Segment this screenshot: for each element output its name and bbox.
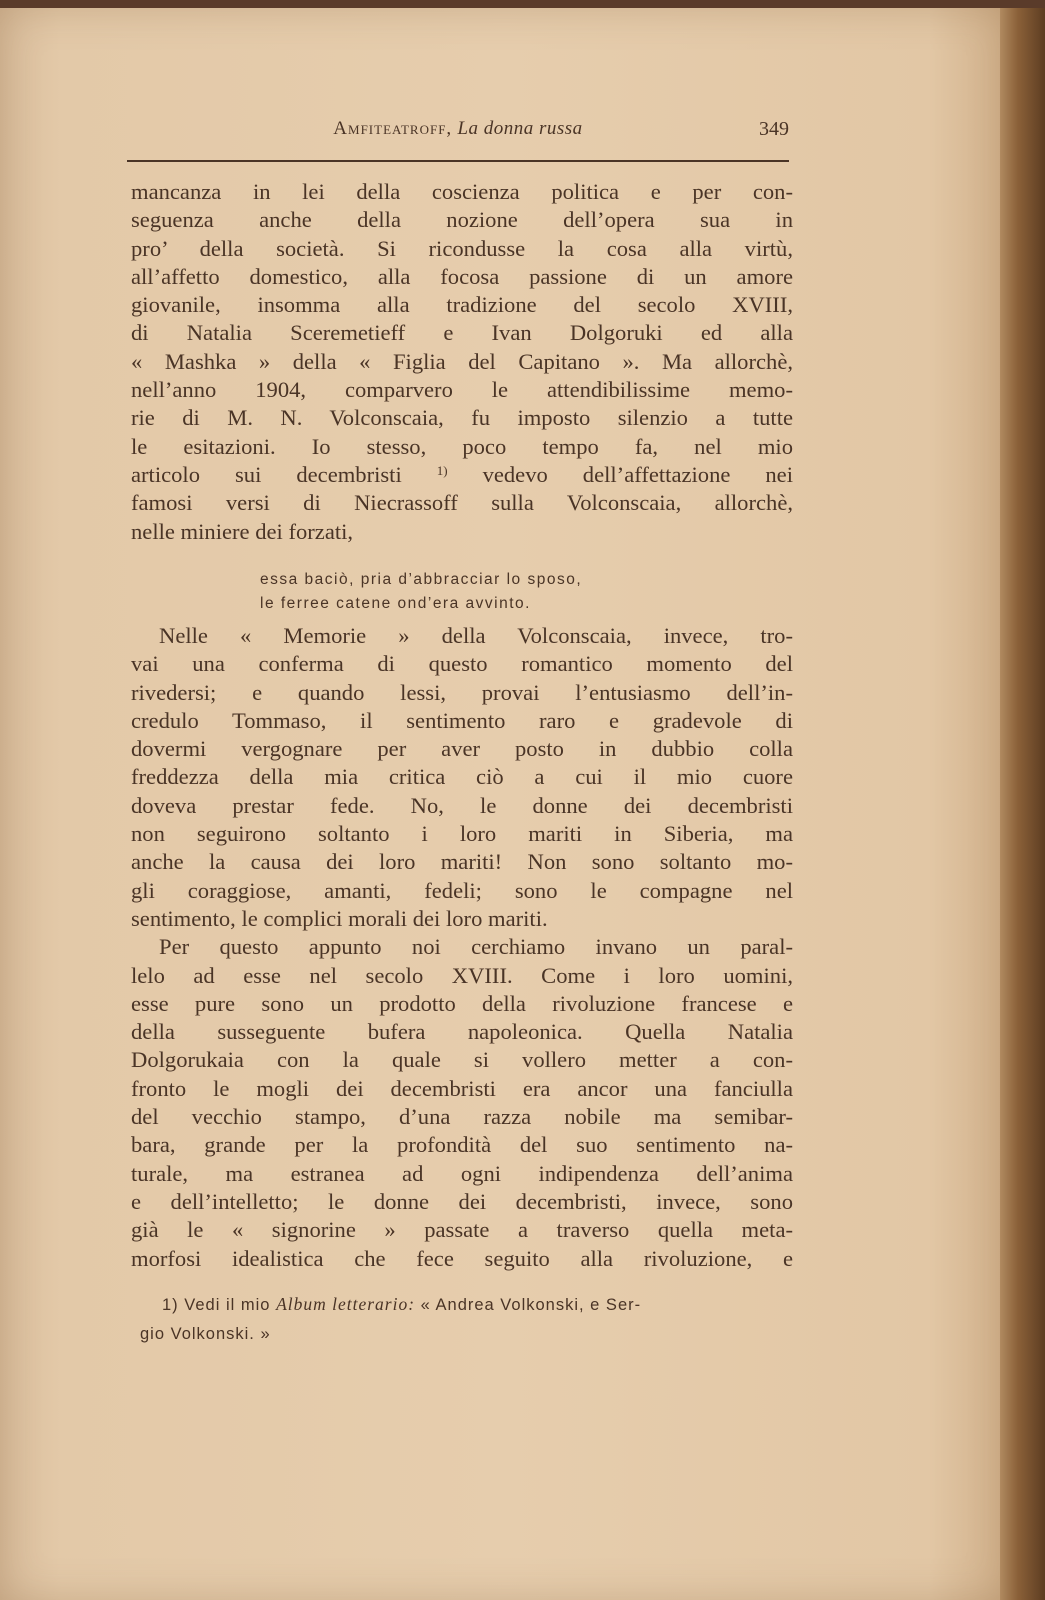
page-stack-edge: [1000, 8, 1045, 1600]
text-line: mancanza in lei della coscienza politica e per con-: [131, 179, 793, 204]
footnote-line: [140, 1290, 798, 1320]
text-line: turale, ma estranea ad ogni indipendenza dell’anima: [131, 1160, 793, 1186]
text-line: « Mashka » della « Figlia del Capitano ». Ma allorchè,: [131, 348, 793, 374]
text-line: doveva prestar fede. No, le donne dei decembristi: [131, 792, 793, 818]
text-line: all’affetto domestico, alla focosa passione di un amore: [131, 263, 793, 289]
text-line: dovermi vergognare per aver posto in dubbio colla: [131, 736, 793, 762]
text-line: rivedersi; e quando lessi, provai l’entusiasmo dell’in-: [131, 679, 793, 705]
running-head-author: Amfiteatroff,: [333, 118, 453, 139]
text-line: e dell’intelletto; le donne dei decembristi, invece, sono: [131, 1188, 793, 1214]
text-line: famosi versi di Niecrassoff sulla Volconscaia, allorchè,: [131, 490, 793, 516]
text-line: rie di M. N. Volconscaia, fu imposto silenzio a tutte: [131, 405, 793, 431]
text-line: gli coraggiose, amanti, fedeli; sono le compagne nel: [131, 877, 793, 903]
running-head-title: [127, 118, 789, 140]
text-line: sentimento, le complici morali dei loro mariti.: [131, 905, 548, 931]
text-line-with-footnote: [131, 461, 793, 489]
text-line: della susseguente bufera napoleonica. Quella Natalia: [131, 1019, 793, 1045]
footnote-text: « Andrea Volkonski, e Ser-: [420, 1296, 642, 1314]
text-line: anche la causa dei loro mariti! Non sono soltanto mo-: [131, 849, 793, 875]
footnote-marker: 1): [162, 1296, 179, 1314]
text-line: fronto le mogli dei decembristi era ancor una fanciulla: [131, 1075, 793, 1101]
footnote-reference: 1): [436, 462, 448, 478]
text-line: morfosi idealistica che fece seguito alla rivoluzione, e: [131, 1245, 793, 1271]
text-line: lelo ad esse nel secolo XVIII. Come i loro uomini,: [131, 962, 793, 988]
text-fragment: vedevo dell’affettazione nei: [482, 461, 793, 487]
text-fragment: articolo sui decembristi: [131, 461, 402, 487]
footnote-text: Vedi il mio: [184, 1296, 271, 1314]
text-line: vai una conferma di questo romantico momento del: [131, 651, 793, 677]
text-line: giovanile, insomma alla tradizione del secolo XVIII,: [131, 292, 793, 318]
footnote: [140, 1290, 798, 1349]
text-line: pro’ della società. Si ricondusse la cosa alla virtù,: [131, 235, 793, 261]
verse-quote: [260, 568, 582, 616]
running-head: [127, 118, 789, 148]
text-line: di Natalia Sceremetieff e Ivan Dolgoruki ed alla: [131, 320, 793, 346]
text-line: Dolgorukaia con la quale si vollero metter a con-: [131, 1047, 793, 1073]
paragraphs-2-3: [131, 622, 793, 1273]
text-line: credulo Tommaso, il sentimento raro e gradevole di: [131, 707, 793, 733]
running-head-book-title: La donna russa: [457, 118, 583, 139]
footnote-line: gio Volkonski. »: [140, 1325, 271, 1343]
text-line: del vecchio stampo, d’una razza nobile ma semibar-: [131, 1104, 793, 1130]
text-line: Per questo appunto noi cerchiamo invano un paral-: [159, 934, 793, 960]
text-line: Nelle « Memorie » della Volconscaia, invece, tro-: [159, 623, 793, 648]
header-rule: [127, 160, 789, 162]
text-line: le esitazioni. Io stesso, poco tempo fa, nel mio: [131, 433, 793, 459]
text-line: già le « signorine » passate a traverso quella meta-: [131, 1217, 793, 1243]
text-line: esse pure sono un prodotto della rivoluzione francese e: [131, 990, 793, 1016]
verse-line: essa baciò, pria d’abbracciar lo sposo,: [260, 571, 583, 588]
page-number: 349: [759, 118, 789, 140]
text-line: freddezza della mia critica ciò a cui il mio cuore: [131, 764, 793, 790]
footnote-italic-title: Album letterario:: [276, 1294, 416, 1314]
text-line: bara, grande per la profondità del suo sentimento na-: [131, 1132, 793, 1158]
verse-line: le ferree catene ond’era avvinto.: [260, 595, 531, 612]
text-line: nelle miniere dei forzati,: [131, 518, 354, 544]
text-line: seguenza anche della nozione dell’opera sua in: [131, 207, 793, 233]
paragraph-1: [131, 178, 793, 546]
text-line: nell’anno 1904, comparvero le attendibilissime memo-: [131, 377, 793, 403]
text-line: non seguirono soltanto i loro mariti in Siberia, ma: [131, 821, 793, 847]
